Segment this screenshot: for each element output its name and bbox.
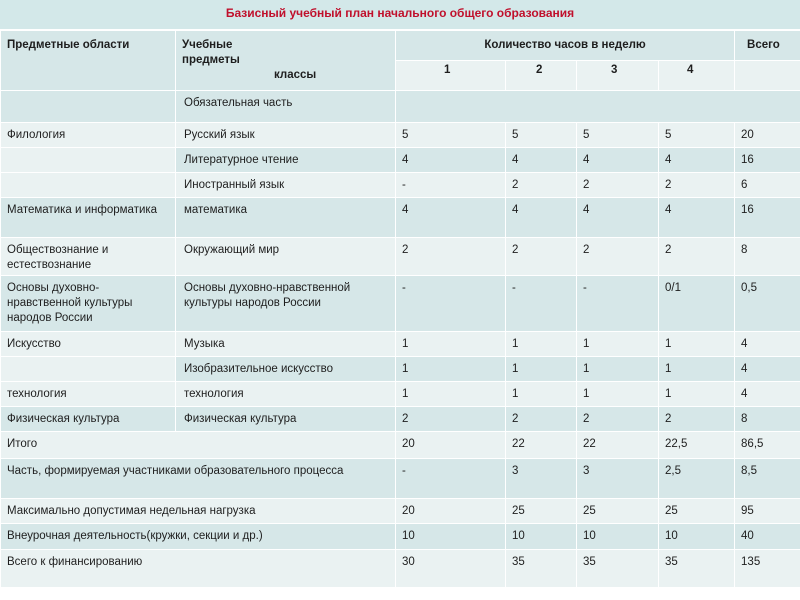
summary-row — [1, 524, 800, 550]
value-cell: 3 — [577, 459, 659, 499]
mandatory-label: Обязательная часть — [176, 91, 396, 123]
grade-1: 1 — [396, 61, 506, 91]
grade-2: 2 — [506, 61, 577, 91]
value-cell: 1 — [577, 332, 659, 357]
table-row — [1, 238, 800, 276]
value-cell: 5 — [506, 123, 577, 148]
value-cell: - — [396, 276, 506, 332]
value-cell: 1 — [659, 357, 735, 382]
value-cell: 1 — [396, 357, 506, 382]
value-cell: 4 — [659, 148, 735, 173]
summary-row — [1, 432, 800, 459]
area-cell: технология — [1, 382, 176, 407]
value-cell: 22 — [506, 432, 577, 459]
value-cell: 2,5 — [659, 459, 735, 499]
value-cell: - — [396, 173, 506, 198]
value-cell: 1 — [659, 382, 735, 407]
value-cell: 2 — [396, 238, 506, 276]
value-cell: 2 — [659, 407, 735, 432]
value-cell: 1 — [506, 357, 577, 382]
total-cell: 8,5 — [735, 459, 800, 499]
value-cell: 4 — [396, 198, 506, 238]
summary-label: Максимально допустимая недельная нагрузка — [1, 499, 396, 524]
value-cell: 0/1 — [659, 276, 735, 332]
subject-cell: Иностранный язык — [176, 173, 396, 198]
total-cell: 6 — [735, 173, 800, 198]
area-cell: Обществознание и естествознание — [1, 238, 176, 276]
value-cell: 35 — [577, 550, 659, 588]
header-total: Всего — [735, 31, 800, 61]
subject-cell: Русский язык — [176, 123, 396, 148]
total-cell: 40 — [735, 524, 800, 550]
value-cell: 2 — [577, 173, 659, 198]
total-cell: 20 — [735, 123, 800, 148]
value-cell: 25 — [506, 499, 577, 524]
value-cell: 1 — [506, 382, 577, 407]
value-cell: 35 — [659, 550, 735, 588]
header-subjects-line2: предметы — [182, 54, 240, 66]
value-cell: 10 — [396, 524, 506, 550]
value-cell: 3 — [506, 459, 577, 499]
value-cell: 2 — [396, 407, 506, 432]
area-cell: Искусство — [1, 332, 176, 357]
value-cell: 4 — [577, 148, 659, 173]
area-cell — [1, 148, 176, 173]
total-cell: 4 — [735, 382, 800, 407]
table-row — [1, 148, 800, 173]
value-cell: 2 — [659, 238, 735, 276]
table-row — [1, 198, 800, 238]
subject-cell: Музыка — [176, 332, 396, 357]
value-cell: 22,5 — [659, 432, 735, 459]
total-cell: 8 — [735, 407, 800, 432]
value-cell: 1 — [659, 332, 735, 357]
value-cell: 10 — [506, 524, 577, 550]
value-cell: 10 — [577, 524, 659, 550]
subject-cell: технология — [176, 382, 396, 407]
table-row — [1, 173, 800, 198]
value-cell: 25 — [659, 499, 735, 524]
area-cell — [1, 173, 176, 198]
value-cell: 10 — [659, 524, 735, 550]
value-cell: 1 — [577, 382, 659, 407]
mandatory-row — [1, 91, 800, 123]
summary-row — [1, 459, 800, 499]
subject-cell: Окружающий мир — [176, 238, 396, 276]
grade-total-blank — [735, 61, 800, 91]
header-classes: классы — [274, 69, 317, 81]
subject-cell: Физическая культура — [176, 407, 396, 432]
value-cell: 2 — [659, 173, 735, 198]
area-cell: Физическая культура — [1, 407, 176, 432]
total-cell: 0,5 — [735, 276, 800, 332]
value-cell: 4 — [506, 198, 577, 238]
value-cell: 35 — [506, 550, 577, 588]
value-cell: 1 — [577, 357, 659, 382]
value-cell: 2 — [506, 407, 577, 432]
grade-4: 4 — [659, 61, 735, 91]
value-cell: 22 — [577, 432, 659, 459]
table-row — [1, 123, 800, 148]
value-cell: 4 — [659, 198, 735, 238]
value-cell: - — [506, 276, 577, 332]
total-cell: 86,5 — [735, 432, 800, 459]
header-hours: Количество часов в неделю — [396, 31, 735, 61]
subject-cell: математика — [176, 198, 396, 238]
value-cell: 1 — [506, 332, 577, 357]
total-cell: 4 — [735, 357, 800, 382]
value-cell: - — [577, 276, 659, 332]
summary-label: Часть, формируемая участниками образовательного процесса — [1, 459, 396, 499]
total-cell: 16 — [735, 148, 800, 173]
value-cell: 30 — [396, 550, 506, 588]
area-cell: Основы духовно-нравственной культуры народов России — [1, 276, 176, 332]
total-cell: 16 — [735, 198, 800, 238]
area-cell: Филология — [1, 123, 176, 148]
plan-title: Базисный учебный план начального общего образования — [0, 0, 800, 30]
total-cell: 8 — [735, 238, 800, 276]
value-cell: 4 — [506, 148, 577, 173]
total-cell: 135 — [735, 550, 800, 588]
header-row — [1, 31, 800, 61]
value-cell: 5 — [396, 123, 506, 148]
table-row — [1, 276, 800, 332]
value-cell: 2 — [577, 238, 659, 276]
value-cell: 5 — [659, 123, 735, 148]
area-cell — [1, 357, 176, 382]
subject-cell: Основы духовно-нравственной культуры народов России — [176, 276, 396, 332]
header-areas: Предметные области — [1, 31, 176, 91]
total-cell: 4 — [735, 332, 800, 357]
summary-row — [1, 499, 800, 524]
header-subjects — [176, 31, 396, 91]
table-row — [1, 357, 800, 382]
summary-label: Внеурочная деятельность(кружки, секции и др.) — [1, 524, 396, 550]
area-cell: Математика и информатика — [1, 198, 176, 238]
value-cell: 1 — [396, 332, 506, 357]
value-cell: - — [396, 459, 506, 499]
table-row — [1, 382, 800, 407]
total-cell: 95 — [735, 499, 800, 524]
value-cell: 1 — [396, 382, 506, 407]
curriculum-table — [0, 30, 800, 588]
value-cell: 2 — [577, 407, 659, 432]
summary-label: Итого — [1, 432, 396, 459]
subject-cell: Литературное чтение — [176, 148, 396, 173]
subject-cell: Изобразительное искусство — [176, 357, 396, 382]
summary-label: Всего к финансированию — [1, 550, 396, 588]
table-row — [1, 407, 800, 432]
value-cell: 5 — [577, 123, 659, 148]
value-cell: 2 — [506, 238, 577, 276]
value-cell: 4 — [396, 148, 506, 173]
value-cell: 4 — [577, 198, 659, 238]
value-cell: 20 — [396, 432, 506, 459]
grade-3: 3 — [577, 61, 659, 91]
summary-row — [1, 550, 800, 588]
table-row — [1, 332, 800, 357]
header-subjects-line1: Учебные — [182, 39, 233, 51]
value-cell: 2 — [506, 173, 577, 198]
value-cell: 25 — [577, 499, 659, 524]
value-cell: 20 — [396, 499, 506, 524]
